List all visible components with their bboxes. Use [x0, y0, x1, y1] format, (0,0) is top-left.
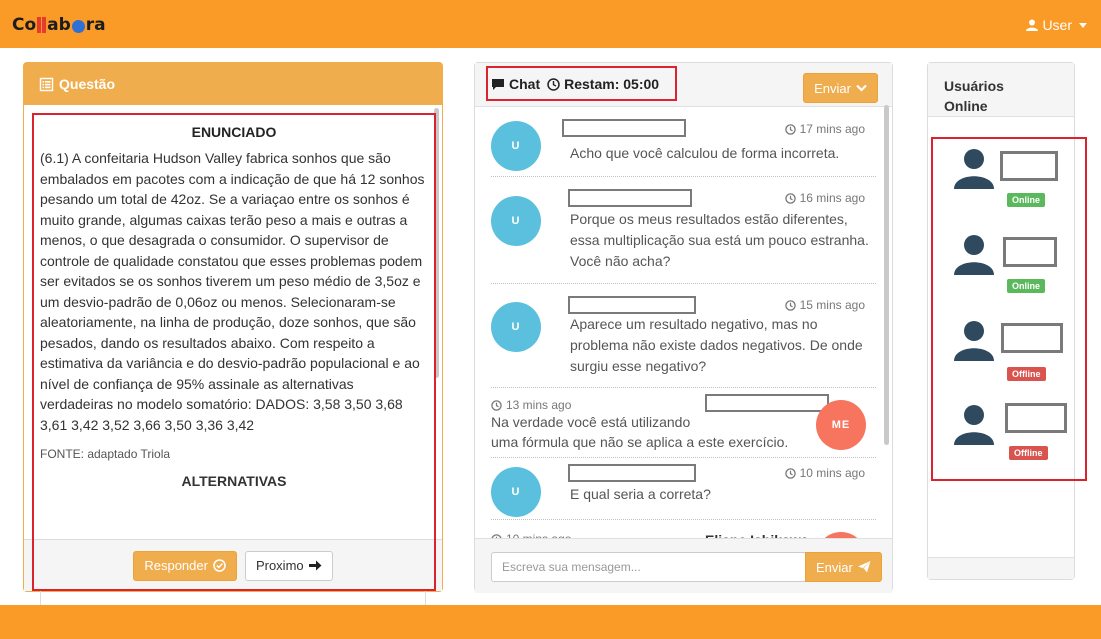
- avatar: U: [491, 196, 541, 246]
- redacted-username: [1005, 403, 1067, 433]
- arrow-right-icon: [309, 560, 322, 571]
- message-time: 17 mins ago: [785, 122, 865, 136]
- question-statement: (6.1) A confeitaria Hudson Valley fabrica sonhos que são embalados em pacotes com a indicação de que há 12 sonhos pesando um total de 42oz. Se a variaçao entre os sonhos é muito grande, algumas caixas terão peso a mais e outras a menos, o que desagrada o consumidor. O supervisor de controle de qualidade constatou que esses problemas podem ser evitados se os sonhos tiverem um peso médio de 3,5oz e um desvio-padrão de 0,06oz ou menos. Selecionaram-se aleatoriamente, na linha de produção, doze sonhos, que são pesados, dando os resultados abaixo. Com respeito a estimativa da variância e do desvio-padrão populacional e ao nível de confiança de 95% assinale as alternativas verdadeiras no modelo somatório: DADOS: 3,58 3,50 3,68 3,61 3,42 3,52 3,66 3,50 3,36 3,42: [40, 150, 425, 433]
- clock-icon: [785, 124, 796, 135]
- send-dropdown-label: Enviar: [814, 80, 851, 96]
- answer-button-label: Responder: [144, 558, 208, 573]
- clock-icon: [491, 400, 502, 411]
- avatar: U: [491, 467, 541, 517]
- online-users-panel: [927, 62, 1075, 580]
- question-scrollbar[interactable]: [434, 108, 439, 378]
- chat-message: [491, 388, 876, 458]
- redacted-username: [705, 394, 829, 412]
- send-message-button[interactable]: [805, 552, 882, 582]
- message-time: 13 mins ago: [491, 398, 571, 412]
- user-menu-dropdown[interactable]: [1026, 17, 1087, 33]
- avatar: U: [491, 302, 541, 352]
- collabora-logo[interactable]: Co ab ra: [12, 15, 106, 35]
- next-button[interactable]: [245, 551, 333, 581]
- send-message-label: Enviar: [816, 559, 853, 575]
- message-text: Acho que você calculou de forma incorreta.: [570, 145, 840, 161]
- question-panel-title: Questão: [59, 76, 116, 92]
- avatar: ME: [816, 400, 866, 450]
- user-avatar-icon: [952, 403, 996, 447]
- send-dropdown-button[interactable]: [803, 73, 878, 103]
- redacted-username: [1000, 151, 1058, 181]
- message-text-line: uma fórmula que não se aplica a este exercício.: [491, 434, 789, 450]
- answer-button[interactable]: [133, 551, 237, 581]
- question-body[interactable]: [24, 105, 442, 599]
- redacted-username: [568, 296, 696, 314]
- redacted-username: [1001, 323, 1063, 353]
- comment-icon: [491, 78, 505, 91]
- paper-plane-icon: [858, 561, 871, 573]
- question-panel-footer: [24, 539, 442, 591]
- message-input[interactable]: [491, 552, 805, 582]
- user-avatar-icon: [952, 233, 996, 277]
- chat-message: [491, 458, 876, 520]
- chat-messages[interactable]: [475, 107, 892, 538]
- next-button-label: Proximo: [255, 558, 304, 573]
- chat-title-group: [491, 76, 659, 92]
- check-circle-icon: [213, 559, 226, 572]
- alternatives-heading: ALTERNATIVAS: [181, 473, 287, 489]
- chat-message: [491, 107, 876, 177]
- redacted-username: [1003, 237, 1057, 267]
- chat-message: [491, 177, 876, 284]
- online-users-header: [928, 63, 1074, 117]
- redacted-username: [568, 189, 692, 207]
- footer-bar: [0, 605, 1101, 639]
- question-panel: [23, 62, 443, 592]
- message-time: 10 mins ago: [785, 466, 865, 480]
- user-avatar-icon: [952, 147, 996, 191]
- question-source: FONTE: adaptado Triola: [40, 447, 171, 461]
- status-badge: Offline: [1007, 367, 1046, 381]
- message-time: 16 mins ago: [785, 191, 865, 205]
- logo-bars-icon: [37, 17, 46, 33]
- online-users-title-line1: Usuários: [944, 78, 1004, 94]
- redacted-username: [562, 119, 686, 137]
- online-users-footer: [928, 557, 1074, 579]
- online-users-title-line2: Online: [944, 98, 988, 114]
- message-time: 15 mins ago: [785, 298, 865, 312]
- chat-title: Chat: [509, 76, 541, 92]
- list-alt-icon: [40, 78, 53, 91]
- user-menu-label: User: [1042, 17, 1072, 33]
- clock-icon: [785, 193, 796, 204]
- chat-panel-header: [475, 63, 892, 107]
- chevron-down-icon: [856, 84, 867, 92]
- status-badge: Offline: [1009, 446, 1048, 460]
- chat-timer: Restam: 05:00: [564, 76, 660, 92]
- logo-ball-icon: [72, 20, 85, 33]
- clock-icon: [785, 300, 796, 311]
- chat-panel: [474, 62, 893, 592]
- user-list-item[interactable]: [952, 319, 1070, 389]
- question-panel-header: [24, 63, 442, 105]
- clock-icon: [547, 78, 560, 91]
- chat-message: [491, 284, 876, 388]
- user-list-item[interactable]: [952, 233, 1070, 303]
- statement-heading: ENUNCIADO: [191, 124, 277, 140]
- redacted-username: [568, 464, 696, 482]
- avatar: U: [491, 121, 541, 171]
- message-text: E qual seria a correta?: [570, 486, 711, 502]
- user-list-item[interactable]: [952, 147, 1070, 217]
- message-text: Porque os meus resultados estão diferentes, essa multiplicação sua está um pouco estranha. Você não acha?: [570, 211, 869, 269]
- user-avatar-icon: [952, 319, 996, 363]
- clock-icon: [785, 468, 796, 479]
- chat-scrollbar[interactable]: [884, 105, 889, 445]
- top-navbar: [0, 0, 1101, 48]
- message-text-line: Na verdade você está utilizando: [491, 414, 691, 430]
- caret-down-icon: [1079, 23, 1087, 28]
- status-badge: Online: [1007, 279, 1045, 293]
- user-list-item[interactable]: [952, 403, 1070, 473]
- chat-input-bar: [475, 538, 892, 593]
- status-badge: Online: [1007, 193, 1045, 207]
- user-icon: [1026, 19, 1038, 31]
- message-text: Aparece um resultado negativo, mas no problema não existe dados negativos. De onde surgiu esse negativo?: [570, 316, 863, 374]
